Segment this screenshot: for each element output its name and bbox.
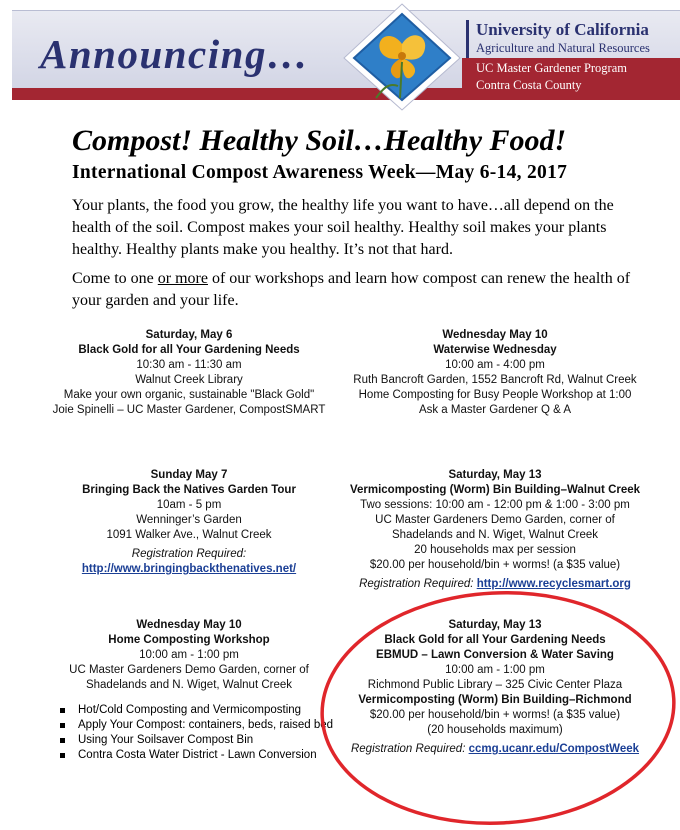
invite-paragraph (72, 268, 652, 312)
event-card (44, 328, 334, 418)
registration-link[interactable]: http://www.recyclesmart.org (476, 578, 631, 590)
event-time: 10am - 5 pm (156, 499, 222, 511)
uc-rule (466, 20, 469, 60)
subheadline: International Compost Awareness Week—May 6-14, 2017 (72, 162, 568, 183)
event-title: Black Gold for all Your Gardening Needs (384, 634, 606, 646)
program-name: UC Master Gardener Program (476, 61, 627, 75)
list-item: Hot/Cold Composting and Vermicomposting (58, 703, 348, 718)
event-location: Shadelands and N. Wiget, Walnut Creek (85, 679, 293, 691)
event-title: Black Gold for all Your Gardening Needs (78, 344, 300, 356)
event-location: Shadelands and N. Wiget, Walnut Creek (391, 529, 599, 541)
event-date: Sunday May 7 (150, 469, 228, 481)
list-item: Using Your Soilsaver Compost Bin (58, 733, 348, 748)
headline: Compost! Healthy Soil…Healthy Food! (72, 124, 567, 157)
list-item: Contra Costa Water District - Lawn Conversion (58, 748, 348, 763)
invite-underlined: or more (157, 270, 208, 287)
poppy-logo-icon (340, 2, 464, 112)
event-price: $20.00 per household/bin + worms! (a $35 value) (369, 559, 621, 571)
event-description: Home Composting for Busy People Workshop at 1:00 (358, 389, 632, 401)
event-title: Bringing Back the Natives Garden Tour (82, 484, 296, 496)
event-time: 10:00 am - 1:00 pm (139, 649, 239, 661)
invite-text-start: Come to one (72, 270, 158, 287)
event-title: Vermicomposting (Worm) Bin Building–Richmond (358, 694, 632, 706)
event-time: 10:00 am - 1:00 pm (445, 664, 545, 676)
event-title: Home Composting Workshop (108, 634, 270, 646)
event-date: Saturday, May 13 (448, 619, 542, 631)
university-name: University of California (476, 20, 649, 39)
event-capacity: 20 households max per session (414, 544, 576, 556)
event-title: EBMUD – Lawn Conversion & Water Saving (376, 649, 614, 661)
event-card (44, 468, 334, 577)
event-price: $20.00 per household/bin + worms! (a $35 value) (369, 709, 621, 721)
registration-label: Registration Required: (131, 548, 247, 560)
event-time: 10:00 am - 4:00 pm (445, 359, 545, 371)
registration-link[interactable]: ccmg.ucanr.edu/CompostWeek (468, 743, 640, 755)
event-date: Saturday, May 13 (448, 469, 542, 481)
event-card (44, 618, 334, 693)
county-name: Contra Costa County (476, 78, 582, 92)
registration-label: Registration Required: (359, 578, 474, 590)
event-title: Waterwise Wednesday (433, 344, 557, 356)
event-time: Two sessions: 10:00 am - 12:00 pm & 1:00 - 3:00 pm (360, 499, 630, 511)
event-description: Make your own organic, sustainable "Black Gold" (63, 389, 315, 401)
event-location: Walnut Creek Library (135, 374, 243, 386)
event-location: 1091 Walker Ave., Walnut Creek (106, 529, 272, 541)
event-description: Ask a Master Gardener Q & A (418, 404, 572, 416)
event-capacity: (20 households maximum) (427, 724, 563, 736)
list-item: Apply Your Compost: containers, beds, raised bed (58, 718, 348, 733)
registration-label: Registration Required: (350, 743, 466, 755)
event-location: Richmond Public Library – 325 Civic Center Plaza (367, 679, 623, 691)
event-time: 10:30 am - 11:30 am (136, 359, 242, 371)
program-box (462, 58, 680, 100)
event-date: Wednesday May 10 (442, 329, 548, 341)
event-location: UC Master Gardeners Demo Garden, corner of (375, 514, 615, 526)
event-date: Wednesday May 10 (136, 619, 242, 631)
event-card (340, 468, 650, 592)
registration-link[interactable]: http://www.bringingbackthenatives.net/ (81, 563, 297, 575)
event-location: Ruth Bancroft Garden, 1552 Bancroft Rd, Walnut Creek (353, 374, 637, 386)
event-location: UC Master Gardeners Demo Garden, corner of (69, 664, 309, 676)
event-card (340, 328, 650, 418)
division-name: Agriculture and Natural Resources (476, 41, 650, 55)
event-location: Wenninger’s Garden (136, 514, 242, 526)
event-description: Joie Spinelli – UC Master Gardener, CompostSMART (52, 404, 326, 416)
invite-text-end: of our workshops and learn how compost can renew the health of your garden and your life. (72, 270, 631, 309)
banner (0, 0, 680, 112)
event-card (340, 618, 650, 757)
workshop-topics-list (58, 703, 348, 763)
intro-paragraph: Your plants, the food you grow, the healthy life you want to have…all depend on the health of the soil. Compost makes your soil healthy. Healthy soil makes your plants healthy. Healthy plants make you healthy. It’s not that hard. (72, 197, 614, 258)
event-title: Vermicomposting (Worm) Bin Building–Walnut Creek (349, 484, 641, 496)
announcing-title: Announcing… (40, 31, 310, 77)
event-date: Saturday, May 6 (145, 329, 233, 341)
